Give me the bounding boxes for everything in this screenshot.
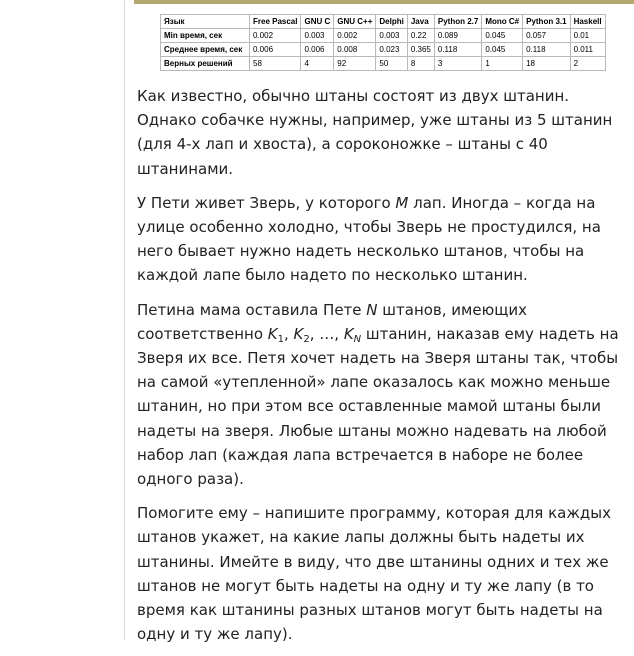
table-cell: 0.023 xyxy=(376,43,407,57)
text-span: , xyxy=(283,324,294,343)
row-label: Min время, сек xyxy=(161,29,250,43)
header-cell: Haskell xyxy=(570,15,605,29)
header-cell: Язык xyxy=(161,15,250,29)
table-cell: 0.365 xyxy=(407,43,434,57)
table-cell: 0.002 xyxy=(250,29,301,43)
header-cell: Python 3.1 xyxy=(523,15,570,29)
table-cell: 8 xyxy=(407,57,434,71)
header-cell: GNU C++ xyxy=(334,15,376,29)
table-cell: 1 xyxy=(482,57,523,71)
table-cell: 0.002 xyxy=(334,29,376,43)
row-label: Среднее время, сек xyxy=(161,43,250,57)
paragraph-pants xyxy=(137,298,629,492)
variable-m: M xyxy=(395,193,409,212)
header-cell: Java xyxy=(407,15,434,29)
variable-k: K xyxy=(267,324,278,343)
table-cell: 0.045 xyxy=(482,43,523,57)
text-span: штанов, имеющих соответственно xyxy=(137,300,527,343)
table-cell: 18 xyxy=(523,57,570,71)
table-cell: 0.01 xyxy=(570,29,605,43)
table-cell: 0.003 xyxy=(376,29,407,43)
text-span: У Пети живет Зверь, у которого xyxy=(137,193,396,212)
subscript: N xyxy=(353,333,362,345)
text-span: Петина мама оставила Пете xyxy=(137,300,367,319)
table-cell: 0.006 xyxy=(250,43,301,57)
paragraph-intro: Как известно, обычно штаны состоят из двух штанин. Однако собачке нужны, например, уже штаны из 5 штанин (для 4-х лап и хвоста), а сороконожке – штаны с 40 штанинами. xyxy=(137,87,613,178)
table-cell: 3 xyxy=(434,57,481,71)
header-cell: Delphi xyxy=(376,15,407,29)
table-cell: 0.011 xyxy=(570,43,605,57)
table-cell: 0.118 xyxy=(523,43,570,57)
text-span: штанин, наказав ему надеть на Зверя их все. Петя хочет надеть на Зверя штаны так, чтобы на самой «утепленной» лапе оказалось как можно меньше штанин, но при этом все оставленные мамой штаны были надеты на зверя. Любые штаны можно надевать на любой набор лап (каждая лапа встречается в наборе не более одного раза). xyxy=(137,324,619,489)
problem-statement xyxy=(137,84,629,656)
variable-k: K xyxy=(293,324,304,343)
header-cell: GNU C xyxy=(301,15,334,29)
table-cell: 4 xyxy=(301,57,334,71)
table-cell: 0.057 xyxy=(523,29,570,43)
table-cell: 0.22 xyxy=(407,29,434,43)
table-cell: 0.089 xyxy=(434,29,481,43)
variable-n: N xyxy=(366,300,378,319)
paragraph-task: Помогите ему – напишите программу, которая для каждых штанов укажет, на какие лапы должны быть надеты их штанины. Имейте в виду, что две штанины одних и тех же штанов не могут быть надеты на одну и ту же лапу (в то время как штанины разных штанов могут быть надеты на одну и ту же лапу). xyxy=(137,504,611,644)
text-span: лап. Иногда – когда на улице особенно холодно, чтобы Зверь не простудился, на него бывает нужно надеть несколько штанов, чтобы на каждой лапе было надето по несколько штанин. xyxy=(137,193,601,285)
row-label: Верных решений xyxy=(161,57,250,71)
table-cell: 92 xyxy=(334,57,376,71)
subscript: 2 xyxy=(303,333,310,345)
paragraph-beast xyxy=(137,191,629,288)
table-cell: 50 xyxy=(376,57,407,71)
table-row xyxy=(161,43,606,57)
text-span: , …, xyxy=(309,324,344,343)
table-cell: 0.118 xyxy=(434,43,481,57)
table-row xyxy=(161,29,606,43)
left-border xyxy=(124,0,125,640)
table-cell: 58 xyxy=(250,57,301,71)
header-cell: Python 2.7 xyxy=(434,15,481,29)
subscript: 1 xyxy=(277,333,284,345)
table-cell: 0.006 xyxy=(301,43,334,57)
table-header-row xyxy=(161,15,606,29)
table-row xyxy=(161,57,606,71)
statistics-table xyxy=(160,14,606,71)
table-cell: 0.003 xyxy=(301,29,334,43)
header-cell: Free Pascal xyxy=(250,15,301,29)
header-cell: Mono C# xyxy=(482,15,523,29)
table-cell: 0.045 xyxy=(482,29,523,43)
variable-k: K xyxy=(343,324,354,343)
table-cell: 2 xyxy=(570,57,605,71)
header-bar xyxy=(134,0,634,4)
table-cell: 0.008 xyxy=(334,43,376,57)
